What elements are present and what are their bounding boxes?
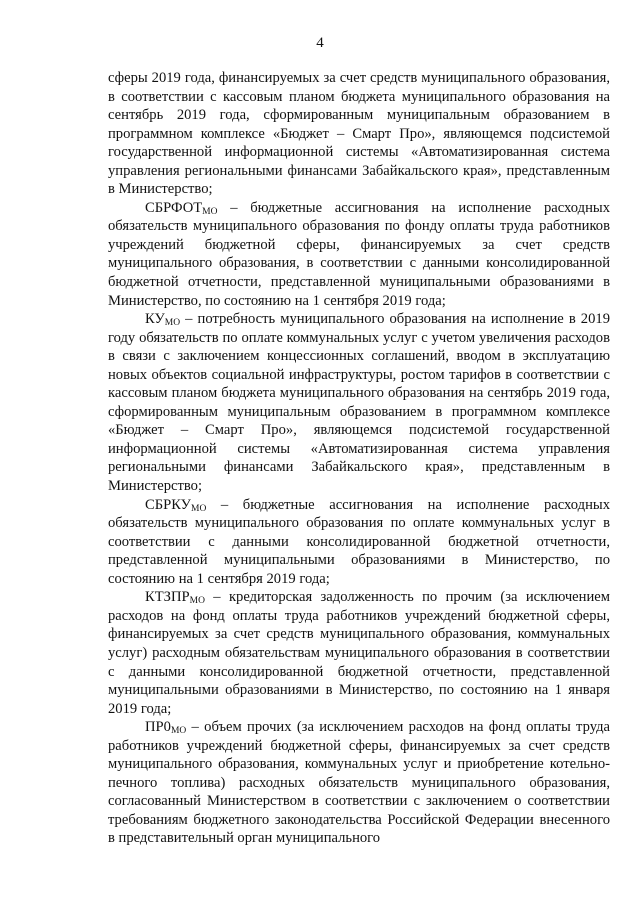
formula-term-pr0: $ПР0_{МО}$ [145,719,187,737]
paragraph-text: сферы 2019 года, финансируемых за счет средств муниципального образования, в соответствии с кассовым планом бюджета муниципального образования на сентябрь 2019 года, сформированным муниципальным образованием в программном комплексе «Бюджет – Смарт Про», являющемся подсистемой государственной информационной системы «Автоматизированная система управления региональными финансами Забайкальского края», представленным в Министерство; [108,70,610,198]
formula-term-sbrfot: $СБРФОТ_{МО}$ [145,199,218,217]
paragraph-sbrfot-definition [108,199,610,310]
paragraph-ku-definition [108,310,610,495]
paragraph-text: – объем прочих (за исключением расходов на фонд оплаты труда работников учреждений бюджетной сферы, финансируемых за счет средств муниципального образования, коммунальных услуг и приобретение котельно-печного топлива) расходных обязательств муниципального образования, согласованный Министерством в соответствии с заключением о соответствии требованиям бюджетного законодательства Российской Федерации внесенного в представительный орган муниципального [108,719,610,847]
document-body [108,69,610,848]
paragraph-sbrku-definition [108,496,610,589]
paragraph-text: – бюджетные ассигнования на исполнение расходных обязательств муниципального образования по фонду оплаты труда работников учреждений бюджетной сферы, финансируемых за счет средств муниципального образования, в соответствии с данными консолидированной бюджетной отчетности, представленной муниципальными образованиями в Министерство, по состоянию на 1 сентября 2019 года; [108,199,610,309]
page-number: 4 [316,35,324,51]
formula-term-ktzpr: $КТЗПР_{МО}$ [145,589,205,607]
paragraph-ktzpr-definition [108,588,610,718]
paragraph-text: – потребность муниципального образования на исполнение в 2019 году обязательств по оплате коммунальных услуг с учетом увеличения расходов в связи с заключением концессионных соглашений, вводом в эксплуатацию новых объектов социальной инфраструктуры, ростом тарифов в соответствии с кассовым планом бюджета муниципального образования на сентябрь 2019 года, сформированным муниципальным образованием в программном комплексе «Бюджет – Смарт Про», являющемся подсистемой государственной информационной системы «Автоматизированная система управления региональными финансами Забайкальского края», представленным в Министерство; [108,311,610,495]
formula-term-ku: $КУ_{МО}$ [145,311,181,329]
paragraph-pr0-definition [108,718,610,848]
paragraph-text: – бюджетные ассигнования на исполнение расходных обязательств муниципального образования по оплате коммунальных услуг в соответствии с данными консолидированной бюджетной отчетности, представленной муниципальными образованиями в Министерство, по состоянию на 1 сентября 2019 года; [108,496,610,587]
paragraph-continuation [108,69,610,199]
paragraph-text: – кредиторская задолженность по прочим (за исключением расходов на фонд оплаты труда работников учреждений бюджетной сферы, финансируемых за счет средств муниципального образования, коммунальных услуг) расходным обязательствам муниципального образования в соответствии с данными консолидированной бюджетной отчетности, представленной муниципальными образованиями в Министерство, по состоянию на 1 января 2019 года; [108,589,610,717]
formula-term-sbrku: $СБРКУ_{МО}$ [145,496,207,514]
